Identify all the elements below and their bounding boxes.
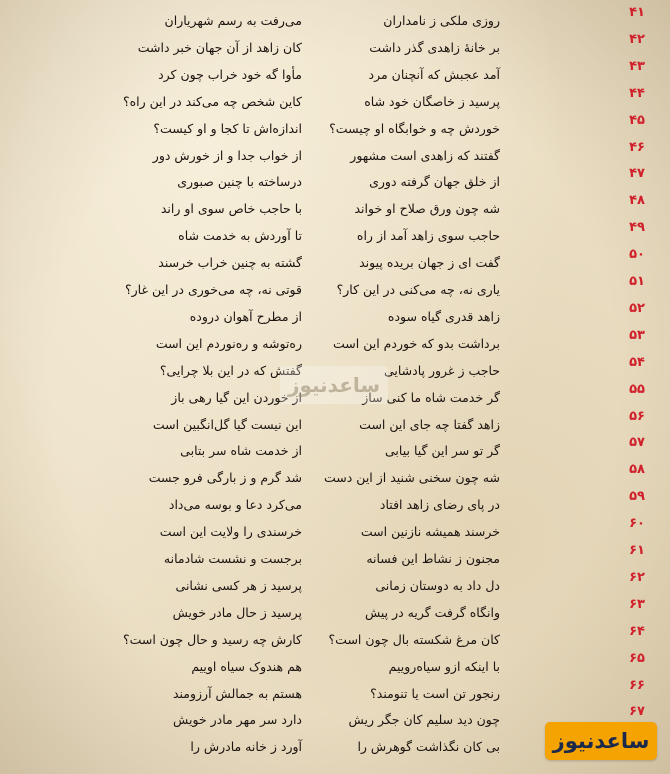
first-hemistich: گفت ای ز جهان بریده پیوند [359,255,500,271]
second-hemistich: از خوردن این گیا رهی باز [171,389,302,405]
verse-number: ۴۷ [629,166,645,182]
brand-logo: ساعدنیوز [545,722,657,760]
first-hemistich: بر خانهٔ زاهدی گذر داشت [369,39,500,55]
first-hemistich: بی کان نگذاشت گوهرش را [357,739,500,755]
verse-row [0,435,670,469]
first-hemistich: یاری نه، چه می‌کنی در این کار؟ [336,282,500,297]
first-hemistich: حاجب ز غرور پادشایی [383,362,500,378]
verse-number: ۶۷ [629,704,645,720]
first-hemistich: پرسید ز خاصگان خود شاه [364,93,500,109]
first-hemistich: گر خدمت شاه ما کنی ساز [362,389,500,405]
verse-number: ۶۲ [629,569,645,585]
second-hemistich: هستم به جمالش آرزومند [172,685,302,701]
second-hemistich: این نیست گیا گل‌انگبین است [152,416,302,432]
second-hemistich: کارش چه رسید و حال چون است؟ [122,631,302,647]
verse-number: ۵۲ [629,300,645,316]
second-hemistich: گفتش که در این بلا چرایی؟ [159,362,302,378]
second-hemistich: تا آوردش به خدمت شاه [178,228,302,244]
first-hemistich: روزی ملکی ز نامداران [383,13,500,28]
watermark: ساعدنیوز [280,366,388,404]
second-hemistich: آورد ز خانه مادرش را [190,739,302,755]
verse-number: ۴۸ [629,193,645,209]
verse-number: ۵۸ [629,462,645,478]
first-hemistich: دل داد به دوستان زمانی [375,577,500,593]
verse-row [0,569,670,604]
verse-number: ۴۶ [629,139,645,155]
verse-row [0,596,670,631]
first-hemistich: زاهد قدری گیاه سوده [387,308,500,324]
second-hemistich: کان زاهد از آن جهان خبر داشت [137,39,302,55]
verse-row [0,220,670,254]
first-hemistich: خوردش چه و خوابگاه او چیست؟ [329,120,500,136]
second-hemistich: از خدمت شاه سر بتابی [180,443,302,459]
verse-number: ۵۹ [629,489,645,505]
second-hemistich: شد گرم و ز بارگی فرو جست [148,470,302,486]
first-hemistich: خرسند همیشه نازنین است [360,524,500,540]
first-hemistich: وانگاه گرفت گریه در پیش [364,604,500,620]
first-hemistich: آمد عجبش که آنچنان مرد [368,66,500,82]
verse-row [0,166,670,200]
first-hemistich: از خلق جهان گرفته دوری [369,174,500,190]
verse-row [0,112,670,147]
first-hemistich: حاجب سوی زاهد آمد از راه [356,228,500,244]
verse-number: ۴۹ [629,220,645,236]
verse-number: ۴۴ [629,85,645,101]
verse-row [0,300,670,335]
second-hemistich: قوتی نه، چه می‌خوری در این غار؟ [124,282,302,297]
second-hemistich: از خواب جدا و از خورش دور [152,147,302,163]
verse-row [0,650,670,685]
verse-number: ۶۳ [629,596,645,612]
verse-row [0,623,670,658]
second-hemistich: پرسید ز هر کسی نشانی [175,577,302,593]
verse-number: ۵۱ [629,274,645,289]
second-hemistich: گشته به چنین خراب خرسند [158,255,302,271]
second-hemistich: هم هندوک سیاه اوییم [191,658,302,674]
first-hemistich: کان مرغ شکسته بال چون است؟ [328,631,500,647]
verse-row [0,193,670,227]
second-hemistich: برجست و نشست شادمانه [163,551,302,566]
first-hemistich: برداشت بدو که خوردم این است [333,335,500,351]
verse-row [0,408,670,443]
verse-row [0,139,670,174]
verse-row [0,58,670,93]
verse-row [0,677,670,712]
first-hemistich: شه چون ورق صلاح او خواند [354,201,500,217]
verse-number: ۵۷ [629,435,645,451]
verse-number: ۵۵ [629,381,645,397]
second-hemistich: مأوا گه خود خراب چون کرد [158,66,302,82]
second-hemistich: می‌کرد دعا و بوسه می‌داد [168,497,302,513]
verse-row [0,327,670,362]
verse-number: ۵۳ [629,327,645,343]
verse-number: ۶۴ [629,623,645,639]
verse-number: ۶۶ [629,677,645,693]
verse-number: ۴۵ [629,112,645,128]
second-hemistich: می‌رفت به رسم شهریاران [164,13,302,28]
first-hemistich: گر تو سر این گیا بیابی [385,443,500,459]
verse-row [0,85,670,120]
second-hemistich: درساخته با چنین صبوری [177,174,302,190]
first-hemistich: رنجور تن است یا تنومند؟ [370,685,500,701]
verse-number: ۵۶ [629,408,645,424]
verse-number: ۴۲ [629,31,645,47]
first-hemistich: شه چون سخنی شنید از این دست [324,470,500,486]
verse-row [0,274,670,308]
second-hemistich: کاین شخص چه می‌کند در این راه؟ [122,93,302,109]
verse-number: ۵۴ [629,354,645,370]
second-hemistich: دارد سر مهر مادر خویش [173,712,302,728]
second-hemistich: خرسندی را ولایت این است [159,524,302,540]
verse-number: ۶۱ [629,543,645,558]
verse-row [0,516,670,550]
second-hemistich: اندازه‌اش تا کجا و او کیست؟ [153,120,302,136]
first-hemistich: در پای رضای زاهد افتاد [379,497,500,513]
second-hemistich: از مطرح آهوان دروده [189,308,302,324]
second-hemistich: با حاجب خاص سوی او راند [160,201,302,217]
first-hemistich: گفتند که زاهدی است مشهور [350,147,500,163]
verse-row [0,462,670,496]
verse-number: ۴۳ [629,58,645,74]
verse-number: ۶۵ [629,650,645,666]
verse-number: ۶۰ [629,516,645,532]
first-hemistich: چون دید سلیم کان جگر ریش [348,712,500,728]
first-hemistich: با اینکه ازو سیاه‌روییم [388,658,500,674]
first-hemistich: زاهد گفتا چه جای این است [359,416,500,432]
verse-row [0,489,670,523]
verse-number: ۵۰ [629,247,645,263]
second-hemistich: پرسید ز حال مادر خویش [172,604,302,620]
verse-row [0,31,670,66]
verse-row [0,543,670,577]
second-hemistich: رە‌توشه و رەنوردم این است [155,335,302,351]
verse-row [0,247,670,281]
verse-row [0,5,670,39]
first-hemistich: مجنون ز نشاط این فسانه [366,551,500,566]
verse-number: ۴۱ [629,5,645,20]
